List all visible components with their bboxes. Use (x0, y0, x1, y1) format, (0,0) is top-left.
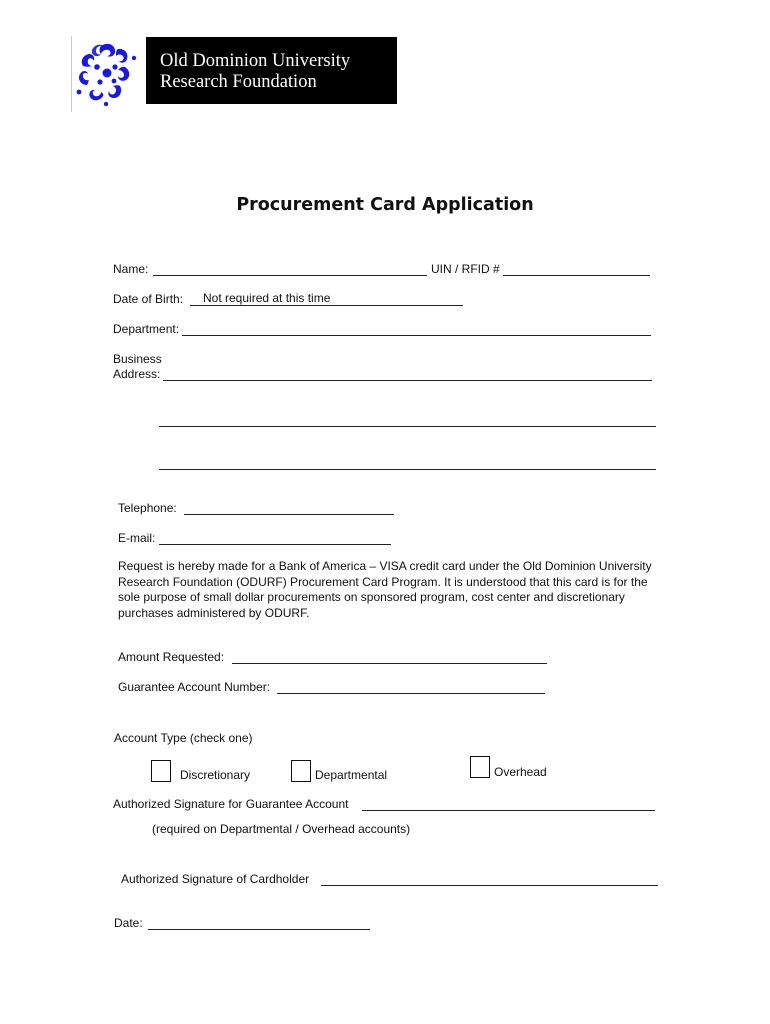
name-field[interactable] (153, 275, 427, 276)
uin-field[interactable] (503, 275, 650, 276)
name-label: Name: (113, 262, 149, 276)
discretionary-checkbox[interactable] (151, 760, 171, 782)
guarantee-signature-note: (required on Departmental / Overhead accounts) (152, 822, 411, 836)
logo-line-1: Old Dominion University (160, 51, 351, 71)
uin-label: UIN / RFID # (431, 262, 500, 276)
logo-wordmark (146, 37, 397, 104)
email-field[interactable] (159, 544, 391, 545)
departmental-label: Departmental (315, 768, 388, 782)
department-label: Department: (113, 322, 180, 336)
dob-label: Date of Birth: (113, 292, 184, 306)
logo-divider (71, 36, 72, 112)
cardholder-signature-field[interactable] (321, 885, 658, 886)
amount-field[interactable] (232, 663, 547, 664)
address-label: Address: (113, 367, 161, 381)
date-label: Date: (114, 916, 143, 930)
amount-label: Amount Requested: (118, 650, 225, 664)
address-field-line-3[interactable] (159, 469, 656, 470)
request-paragraph: Request is hereby made for a Bank of America – VISA credit card under the Old Dominion University Research Foundation (ODURF) Procurement Card Program. It is understood that this card is for the sole purpose of small dollar procurements on sponsored program, cost center and discretionary purchases administered by ODURF. (118, 559, 652, 620)
guarantee-account-field[interactable] (277, 693, 545, 694)
email-label: E-mail: (118, 531, 156, 545)
guarantee-account-label: Guarantee Account Number: (118, 680, 271, 694)
date-field[interactable] (148, 929, 370, 930)
form-title: Procurement Card Application (236, 195, 534, 215)
telephone-field[interactable] (184, 514, 394, 515)
dob-value: Not required at this time (203, 291, 331, 305)
departmental-checkbox[interactable] (291, 760, 311, 782)
telephone-label: Telephone: (118, 501, 177, 515)
discretionary-label: Discretionary (180, 768, 251, 782)
account-type-label: Account Type (check one) (114, 731, 253, 745)
overhead-label: Overhead (494, 765, 547, 779)
logo-line-2: Research Foundation (160, 72, 317, 92)
cardholder-signature-label: Authorized Signature of Cardholder (121, 872, 310, 886)
address-field-line-2[interactable] (159, 426, 656, 427)
guarantee-signature-field[interactable] (362, 810, 655, 811)
guarantee-signature-label: Authorized Signature for Guarantee Account (113, 797, 349, 811)
overhead-checkbox[interactable] (470, 756, 490, 778)
department-field[interactable] (182, 335, 651, 336)
business-label: Business (113, 352, 162, 366)
odu-swirl-logo-icon (76, 40, 138, 108)
address-field-line-1[interactable] (163, 380, 652, 381)
